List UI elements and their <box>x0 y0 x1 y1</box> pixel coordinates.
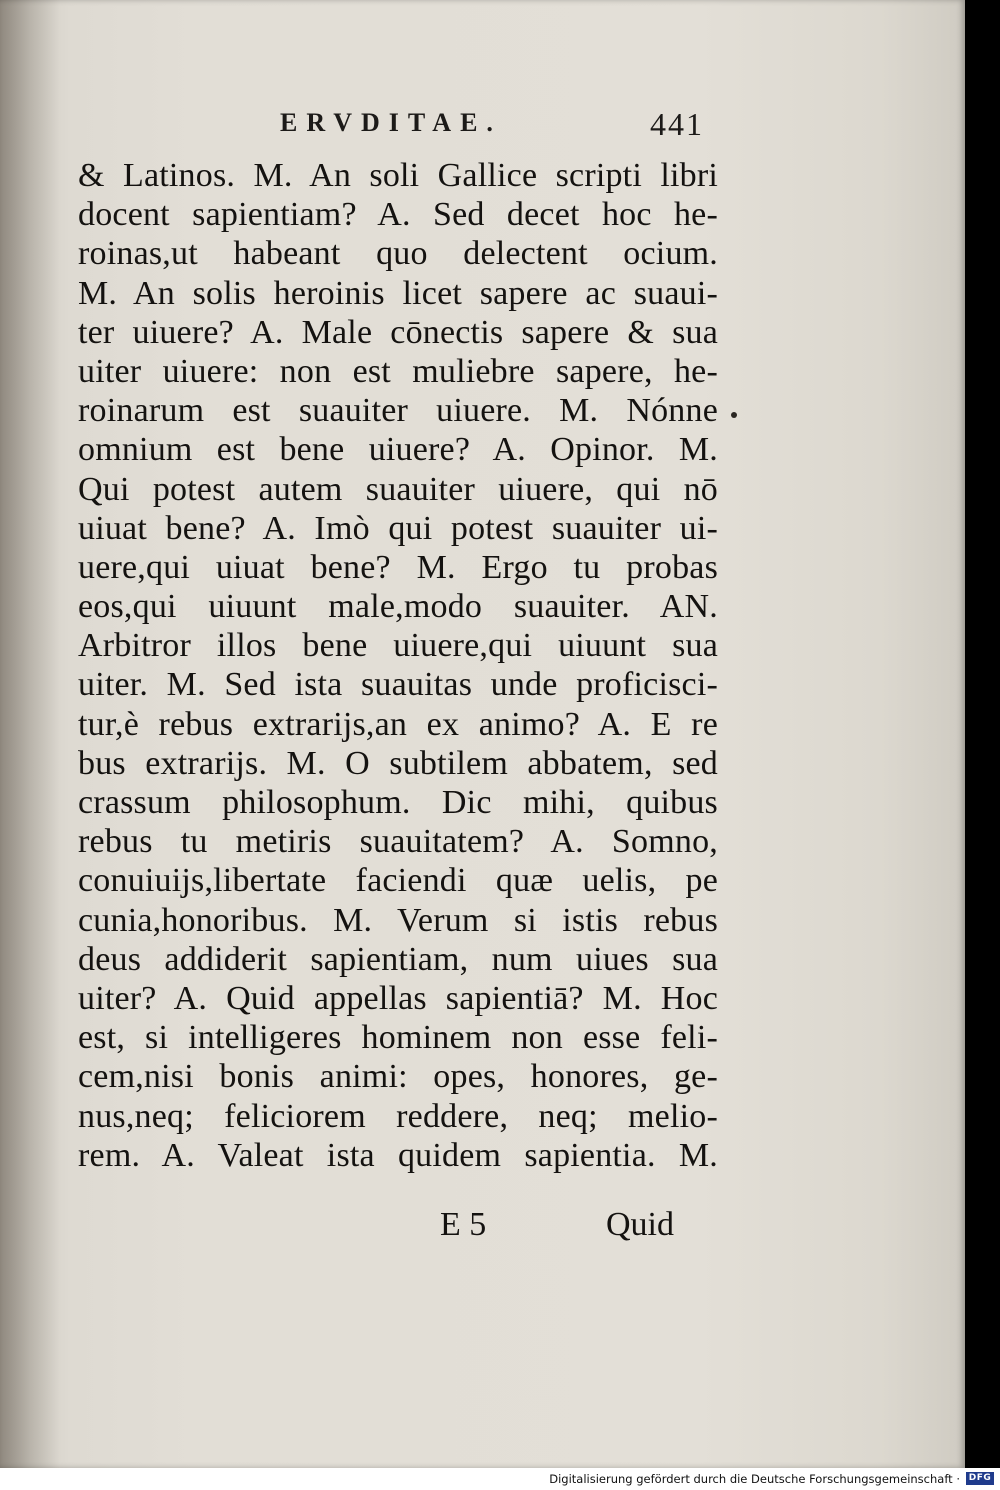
page-header <box>280 108 740 148</box>
text-line: uiter uiuere: non est muliebre sapere, he- <box>78 352 718 390</box>
text-line: docent sapientiam? A. Sed decet hoc he- <box>78 196 718 234</box>
text-line: nus,neq; feliciorem reddere, neq; melio- <box>78 1097 718 1135</box>
text-line: est, si intelligeres hominem non esse feli- <box>78 1019 718 1057</box>
text-line: uiter? A. Quid appellas sapientiā? M. Hoc <box>78 979 718 1017</box>
text-line: eos,qui uiuunt male,modo suauiter. AN. <box>78 588 718 626</box>
funding-bar <box>0 1468 1000 1490</box>
text-line: deus addiderit sapientiam, num uiues sua <box>78 940 718 978</box>
text-line: tur,è rebus extrarijs,an ex animo? A. E re <box>78 705 718 743</box>
gutter-shadow <box>0 0 60 1468</box>
running-head: ERVDITAE. <box>280 108 502 137</box>
page-footer <box>440 1206 700 1256</box>
text-line: conuiuijs,libertate faciendi quæ uelis, pe <box>78 862 718 900</box>
dfg-logo-icon: DFG <box>966 1472 994 1485</box>
text-line: uiter. M. Sed ista suauitas unde proficisci- <box>78 666 718 704</box>
text-line: uere,qui uiuat bene? M. Ergo tu probas <box>78 548 718 586</box>
text-line: roinas,ut habeant quo delectent ocium. <box>78 235 718 273</box>
funding-notice: Digitalisierung gefördert durch die Deutsche Forschungsgemeinschaft · <box>549 1472 960 1486</box>
text-line: omnium est bene uiuere? A. Opinor. M. <box>78 431 718 469</box>
text-line: Arbitror illos bene uiuere,qui uiuunt sua <box>78 627 718 665</box>
page-number: 441 <box>650 106 704 142</box>
text-line: rem. A. Valeat ista quidem sapientia. M. <box>78 1136 718 1174</box>
catchword: Quid <box>606 1206 674 1243</box>
text-line: ter uiuere? A. Male cōnectis sapere & sua <box>78 313 718 351</box>
text-line: & Latinos. M. An soli Gallice scripti libri <box>78 157 718 194</box>
ink-speck <box>731 412 737 418</box>
text-line: M. An solis heroinis licet sapere ac suaui- <box>78 274 718 312</box>
text-line: roinarum est suauiter uiuere. M. Nónne <box>78 392 718 430</box>
text-line: Qui potest autem suauiter uiuere, qui nō <box>78 470 718 508</box>
text-line: crassum philosophum. Dic mihi, quibus <box>78 784 718 821</box>
text-line: bus extrarijs. M. O subtilem abbatem, sed <box>78 744 718 782</box>
signature-mark: E 5 <box>440 1206 487 1243</box>
text-line: rebus tu metiris suauitatem? A. Somno, <box>78 823 718 861</box>
text-line: uiuat bene? A. Imò qui potest suauiter ui- <box>78 509 718 547</box>
body-text <box>78 156 718 1175</box>
text-line: cem,nisi bonis animi: opes, honores, ge- <box>78 1058 718 1096</box>
text-line: cunia,honoribus. M. Verum si istis rebus <box>78 901 718 939</box>
